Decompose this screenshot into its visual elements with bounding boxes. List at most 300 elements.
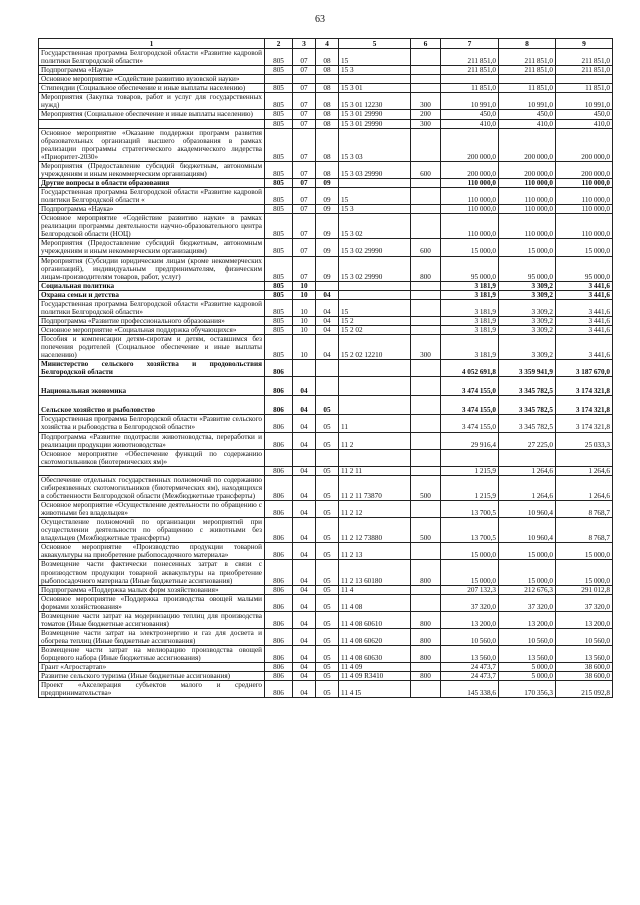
target-article-code: 11 4 09 R3410: [339, 672, 411, 681]
subsection-code: 04: [316, 335, 339, 360]
expense-type-code: [411, 449, 441, 466]
target-article-code: 11 4 08 60630: [339, 646, 411, 663]
subsection-code: 05: [316, 681, 339, 698]
subsection-code: 09: [316, 188, 339, 205]
table-row: [39, 466, 613, 475]
amount-year-3: 450,0: [556, 110, 613, 119]
subsection-code: 05: [316, 585, 339, 594]
table-row: [39, 66, 613, 75]
amount-year-2: 410,0: [499, 119, 556, 128]
target-article-code: 15 3 03 29990: [339, 161, 411, 178]
chapter-code: 805: [265, 128, 293, 161]
amount-year-1: 3 181,9: [441, 316, 499, 325]
section-code: 10: [293, 316, 316, 325]
target-article-code: [339, 178, 411, 187]
section-code: 04: [293, 594, 316, 611]
row-name: Основное мероприятие «Оказание поддержки программ развития образовательных организаций высшего образования в рамках реализации программы стратегического академического лидерства «Приоритет-2030»: [39, 128, 265, 161]
section-code: 04: [293, 377, 316, 396]
amount-year-1: 1 215,9: [441, 475, 499, 500]
amount-year-2: 110 000,0: [499, 188, 556, 205]
section-code: 07: [293, 93, 316, 110]
table-row: [39, 110, 613, 119]
expense-type-code: 300: [411, 335, 441, 360]
amount-year-1: 13 560,0: [441, 646, 499, 663]
table-row: [39, 316, 613, 325]
section-code: 04: [293, 663, 316, 672]
chapter-code: 805: [265, 119, 293, 128]
amount-year-2: 3 309,2: [499, 335, 556, 360]
chapter-code: 806: [265, 415, 293, 432]
table-row: [39, 518, 613, 543]
subsection-code: 05: [316, 560, 339, 585]
subsection-code: [316, 449, 339, 466]
row-name: Основное мероприятие «Обеспечение функций по содержанию скотомогильников (биотермических ям)»: [39, 449, 265, 466]
amount-year-2: 10 991,0: [499, 93, 556, 110]
expense-type-code: 800: [411, 628, 441, 645]
chapter-code: 805: [265, 110, 293, 119]
table-row: [39, 360, 613, 377]
subsection-code: 08: [316, 161, 339, 178]
chapter-code: 806: [265, 501, 293, 518]
table-row: [39, 335, 613, 360]
amount-year-1: 110 000,0: [441, 178, 499, 187]
row-name: [39, 466, 265, 475]
subsection-code: 09: [316, 256, 339, 281]
amount-year-1: 450,0: [441, 110, 499, 119]
subsection-code: 08: [316, 66, 339, 75]
amount-year-2: 27 225,0: [499, 432, 556, 449]
section-code: 07: [293, 214, 316, 239]
amount-year-2: 15 000,0: [499, 543, 556, 560]
table-row: [39, 501, 613, 518]
expense-type-code: [411, 178, 441, 187]
column-header: 3: [293, 39, 316, 49]
section-code: 04: [293, 396, 316, 415]
target-article-code: 15 2 02 12210: [339, 335, 411, 360]
row-name: Мероприятия (Субсидии юридическим лицам (кроме некоммерческих организаций), индивидуальным предпринимателям, физическим лицам-производителям товаров, работ, услуг): [39, 256, 265, 281]
row-name: Охрана семьи и детства: [39, 290, 265, 299]
target-article-code: 15 3: [339, 205, 411, 214]
row-name: Возмещение части фактически понесенных затрат в связи с производством продукции товарной аквакультуры на приобретение рыбопосадочного материала (Иные бюджетные ассигнования): [39, 560, 265, 585]
amount-year-2: 11 851,0: [499, 84, 556, 93]
row-name: Государственная программа Белгородской области «Развитие кадровой политики Белгородской области «: [39, 188, 265, 205]
table-row: [39, 432, 613, 449]
target-article-code: 15 3 02 29990: [339, 239, 411, 256]
column-header: 9: [556, 39, 613, 49]
chapter-code: 806: [265, 594, 293, 611]
table-row: [39, 475, 613, 500]
section-code: 07: [293, 256, 316, 281]
section-code: 04: [293, 681, 316, 698]
row-name: Стипендии (Социальное обеспечение и иные выплаты населению): [39, 84, 265, 93]
amount-year-2: 3 309,2: [499, 316, 556, 325]
row-name: Мероприятия (Предоставление субсидий бюджетным, автономным учреждениям и иным некоммерческим организациям): [39, 161, 265, 178]
amount-year-1: 3 181,9: [441, 299, 499, 316]
target-article-code: 15 3 01 29990: [339, 110, 411, 119]
expense-type-code: [411, 299, 441, 316]
amount-year-1: 15 000,0: [441, 543, 499, 560]
subsection-code: 04: [316, 299, 339, 316]
amount-year-2: 13 200,0: [499, 611, 556, 628]
amount-year-1: 10 560,0: [441, 628, 499, 645]
subsection-code: 09: [316, 239, 339, 256]
target-article-code: [339, 281, 411, 290]
amount-year-2: 3 345 782,5: [499, 415, 556, 432]
row-name: Развитие сельского туризма (Иные бюджетные ассигнования): [39, 672, 265, 681]
section-code: [293, 75, 316, 84]
chapter-code: 806: [265, 518, 293, 543]
subsection-code: 08: [316, 110, 339, 119]
subsection-code: 08: [316, 128, 339, 161]
amount-year-1: 145 338,6: [441, 681, 499, 698]
target-article-code: 11: [339, 415, 411, 432]
amount-year-3: 200 000,0: [556, 161, 613, 178]
amount-year-2: 10 960,4: [499, 501, 556, 518]
amount-year-3: 11 851,0: [556, 84, 613, 93]
target-article-code: 11 4 08: [339, 594, 411, 611]
amount-year-3: 291 012,8: [556, 585, 613, 594]
row-name: Социальная политика: [39, 281, 265, 290]
expense-type-code: 500: [411, 475, 441, 500]
section-code: 07: [293, 49, 316, 66]
row-name: Подпрограмма «Поддержка малых форм хозяйствования»: [39, 585, 265, 594]
section-code: 04: [293, 560, 316, 585]
table-row: [39, 93, 613, 110]
amount-year-2: 1 264,6: [499, 475, 556, 500]
subsection-code: [316, 281, 339, 290]
amount-year-2: 211 851,0: [499, 49, 556, 66]
amount-year-2: 3 309,2: [499, 299, 556, 316]
section-code: 04: [293, 646, 316, 663]
subsection-code: 05: [316, 628, 339, 645]
target-article-code: 11 4 I5: [339, 681, 411, 698]
row-name: Мероприятия (Закупка товаров, работ и услуг для государственных нужд): [39, 93, 265, 110]
amount-year-3: 3 441,6: [556, 316, 613, 325]
chapter-code: 806: [265, 663, 293, 672]
amount-year-1: 200 000,0: [441, 128, 499, 161]
table-row: [39, 119, 613, 128]
section-code: 04: [293, 611, 316, 628]
amount-year-1: 110 000,0: [441, 188, 499, 205]
table-row: [39, 214, 613, 239]
expense-type-code: [411, 84, 441, 93]
target-article-code: 15 3 02 29990: [339, 256, 411, 281]
subsection-code: 08: [316, 93, 339, 110]
chapter-code: 805: [265, 84, 293, 93]
row-name: Сельское хозяйство и рыболовство: [39, 396, 265, 415]
target-article-code: 15 3 01: [339, 84, 411, 93]
section-code: 04: [293, 501, 316, 518]
table-row: [39, 449, 613, 466]
amount-year-3: 3 174 321,8: [556, 415, 613, 432]
table-row: [39, 326, 613, 335]
expense-type-code: [411, 543, 441, 560]
target-article-code: 15 3 03: [339, 128, 411, 161]
column-header: 7: [441, 39, 499, 49]
amount-year-2: 3 309,2: [499, 290, 556, 299]
expense-type-code: [411, 663, 441, 672]
chapter-code: 806: [265, 475, 293, 500]
subsection-code: 08: [316, 84, 339, 93]
amount-year-1: 211 851,0: [441, 49, 499, 66]
subsection-code: [316, 377, 339, 396]
subsection-code: 05: [316, 672, 339, 681]
table-row: [39, 84, 613, 93]
row-name: Основное мероприятие «Поддержка производства овощей малыми формами хозяйствования»: [39, 594, 265, 611]
row-name: Другие вопросы в области образования: [39, 178, 265, 187]
chapter-code: 806: [265, 560, 293, 585]
chapter-code: 806: [265, 360, 293, 377]
section-code: 07: [293, 188, 316, 205]
amount-year-1: 37 320,0: [441, 594, 499, 611]
amount-year-1: 24 473,7: [441, 672, 499, 681]
amount-year-3: 410,0: [556, 119, 613, 128]
expense-type-code: [411, 432, 441, 449]
chapter-code: 806: [265, 628, 293, 645]
expense-type-code: 800: [411, 256, 441, 281]
chapter-code: 805: [265, 66, 293, 75]
subsection-code: 05: [316, 466, 339, 475]
amount-year-2: 37 320,0: [499, 594, 556, 611]
expense-type-code: [411, 377, 441, 396]
amount-year-2: 200 000,0: [499, 128, 556, 161]
section-code: 07: [293, 178, 316, 187]
target-article-code: 11 2 13 60180: [339, 560, 411, 585]
expense-type-code: [411, 214, 441, 239]
column-header: 6: [411, 39, 441, 49]
subsection-code: 05: [316, 396, 339, 415]
amount-year-3: 211 851,0: [556, 66, 613, 75]
target-article-code: 15 3 01 29990: [339, 119, 411, 128]
amount-year-3: [556, 75, 613, 84]
target-article-code: 11 4: [339, 585, 411, 594]
section-code: 04: [293, 543, 316, 560]
table-row: [39, 415, 613, 432]
chapter-code: 806: [265, 672, 293, 681]
amount-year-2: 110 000,0: [499, 205, 556, 214]
section-code: [293, 449, 316, 466]
table-row: [39, 205, 613, 214]
expense-type-code: 800: [411, 611, 441, 628]
table-row: [39, 594, 613, 611]
target-article-code: 11 4 08 60610: [339, 611, 411, 628]
target-article-code: 15 3 01 12230: [339, 93, 411, 110]
amount-year-3: 8 768,7: [556, 501, 613, 518]
expense-type-code: 200: [411, 110, 441, 119]
expense-type-code: [411, 501, 441, 518]
table-row: [39, 299, 613, 316]
table-row: [39, 646, 613, 663]
row-name: Государственная программа Белгородской области «Развитие кадровой политики Белгородской области»: [39, 299, 265, 316]
amount-year-3: 3 441,6: [556, 299, 613, 316]
subsection-code: 09: [316, 214, 339, 239]
chapter-code: 806: [265, 432, 293, 449]
row-name: Осуществление полномочий по организации мероприятий при осуществлении деятельности по обращению с животными без владельцев (Межбюджетные трансферты): [39, 518, 265, 543]
section-code: 04: [293, 415, 316, 432]
expense-type-code: [411, 188, 441, 205]
target-article-code: 11 2 12 73880: [339, 518, 411, 543]
amount-year-2: 110 000,0: [499, 178, 556, 187]
row-name: Основное мероприятие «Содействие развитию науки» в рамках реализации программы деятельности научно-образовательного центра Белгородской области (НОЦ): [39, 214, 265, 239]
amount-year-3: 15 000,0: [556, 239, 613, 256]
chapter-code: 805: [265, 161, 293, 178]
table-row: [39, 396, 613, 415]
chapter-code: 805: [265, 335, 293, 360]
column-header: 1: [39, 39, 265, 49]
amount-year-3: 110 000,0: [556, 188, 613, 205]
expense-type-code: [411, 415, 441, 432]
amount-year-1: 3 181,9: [441, 290, 499, 299]
amount-year-1: [441, 449, 499, 466]
chapter-code: 805: [265, 316, 293, 325]
chapter-code: 806: [265, 377, 293, 396]
amount-year-3: 1 264,6: [556, 475, 613, 500]
amount-year-3: 3 441,6: [556, 326, 613, 335]
amount-year-2: 15 000,0: [499, 560, 556, 585]
row-name: Подпрограмма «Наука»: [39, 66, 265, 75]
amount-year-2: 3 345 782,5: [499, 377, 556, 396]
row-name: Государственная программа Белгородской области «Развитие кадровой политики Белгородской области»: [39, 49, 265, 66]
table-row: [39, 281, 613, 290]
chapter-code: 806: [265, 681, 293, 698]
row-name: Возмещение части затрат на электроэнергию и газ для досвета и обогрева теплиц (Иные бюджетные ассигнования): [39, 628, 265, 645]
target-article-code: [339, 449, 411, 466]
row-name: Возмещение части затрат на модернизацию теплиц для производства томатов (Иные бюджетные ассигнования): [39, 611, 265, 628]
amount-year-3: 15 000,0: [556, 560, 613, 585]
expense-type-code: 800: [411, 560, 441, 585]
row-name: Проект «Акселерация субъектов малого и среднего предпринимательства»: [39, 681, 265, 698]
target-article-code: 11 4 08 60620: [339, 628, 411, 645]
amount-year-1: 1 215,9: [441, 466, 499, 475]
section-code: 04: [293, 628, 316, 645]
amount-year-1: 110 000,0: [441, 205, 499, 214]
amount-year-3: 13 200,0: [556, 611, 613, 628]
section-code: 10: [293, 335, 316, 360]
column-header: 8: [499, 39, 556, 49]
chapter-code: 806: [265, 543, 293, 560]
subsection-code: 04: [316, 326, 339, 335]
page-number: 63: [315, 14, 325, 25]
section-code: 04: [293, 432, 316, 449]
amount-year-3: 15 000,0: [556, 543, 613, 560]
target-article-code: 15 3: [339, 66, 411, 75]
chapter-code: 806: [265, 396, 293, 415]
expense-type-code: 300: [411, 119, 441, 128]
subsection-code: 08: [316, 119, 339, 128]
amount-year-2: 450,0: [499, 110, 556, 119]
amount-year-2: 170 356,3: [499, 681, 556, 698]
subsection-code: [316, 75, 339, 84]
amount-year-1: 13 700,5: [441, 501, 499, 518]
section-code: 10: [293, 290, 316, 299]
amount-year-2: 3 345 782,5: [499, 396, 556, 415]
expense-type-code: [411, 205, 441, 214]
amount-year-3: 38 600,0: [556, 663, 613, 672]
row-name: Мероприятия (Социальное обеспечение и иные выплаты населению): [39, 110, 265, 119]
table-row: [39, 290, 613, 299]
row-name: Возмещение части затрат на мелиорацию производства овощей борщевого набора (Иные бюджетные ассигнования): [39, 646, 265, 663]
row-name: Подпрограмма «Развитие подотрасли животноводства, переработки и реализации продукции животноводства»: [39, 432, 265, 449]
chapter-code: 805: [265, 205, 293, 214]
section-code: 10: [293, 299, 316, 316]
amount-year-1: 3 181,9: [441, 326, 499, 335]
target-article-code: 15: [339, 49, 411, 66]
amount-year-1: 24 473,7: [441, 663, 499, 672]
target-article-code: 11 2: [339, 432, 411, 449]
amount-year-2: 13 560,0: [499, 646, 556, 663]
amount-year-2: 15 000,0: [499, 239, 556, 256]
table-row: [39, 560, 613, 585]
amount-year-2: 200 000,0: [499, 161, 556, 178]
target-article-code: [339, 360, 411, 377]
amount-year-2: 95 000,0: [499, 256, 556, 281]
budget-table: [38, 38, 613, 698]
amount-year-3: 38 600,0: [556, 672, 613, 681]
chapter-code: [265, 75, 293, 84]
expense-type-code: [411, 66, 441, 75]
subsection-code: 05: [316, 415, 339, 432]
chapter-code: 805: [265, 214, 293, 239]
row-name: Основное мероприятие «Осуществление деятельности по обращению с животными без владельцев»: [39, 501, 265, 518]
target-article-code: 11 2 11: [339, 466, 411, 475]
table-row: [39, 75, 613, 84]
chapter-code: 806: [265, 466, 293, 475]
section-code: 07: [293, 66, 316, 75]
expense-type-code: [411, 466, 441, 475]
amount-year-3: 110 000,0: [556, 214, 613, 239]
target-article-code: 15 2: [339, 316, 411, 325]
target-article-code: 15: [339, 188, 411, 205]
expense-type-code: [411, 360, 441, 377]
section-code: 10: [293, 326, 316, 335]
amount-year-2: 3 309,2: [499, 326, 556, 335]
chapter-code: 805: [265, 188, 293, 205]
expense-type-code: [411, 326, 441, 335]
chapter-code: 806: [265, 611, 293, 628]
subsection-code: 04: [316, 316, 339, 325]
amount-year-3: 211 851,0: [556, 49, 613, 66]
row-name: Обеспечение отдельных государственных полномочий по содержанию сибиреязвенных скотомогильников (биотермических ям), находящихся в собственности Белгородской области (Межбюджетные трансферты): [39, 475, 265, 500]
expense-type-code: [411, 290, 441, 299]
expense-type-code: 300: [411, 93, 441, 110]
expense-type-code: [411, 128, 441, 161]
chapter-code: 805: [265, 326, 293, 335]
section-code: 07: [293, 128, 316, 161]
row-name: Мероприятия (Предоставление субсидий бюджетным, автономным учреждениям и иным некоммерческим организациям): [39, 239, 265, 256]
row-name: Пособия и компенсации детям-сиротам и детям, оставшимся без попечения родителей (Социальное обеспечение и иные выплаты населению): [39, 335, 265, 360]
header-row: [39, 39, 613, 49]
amount-year-3: 10 991,0: [556, 93, 613, 110]
row-name: Основное мероприятие «Содействие развитию вузовской науки»: [39, 75, 265, 84]
amount-year-3: 3 441,6: [556, 290, 613, 299]
amount-year-1: 13 700,5: [441, 518, 499, 543]
target-article-code: 15: [339, 299, 411, 316]
section-code: 07: [293, 84, 316, 93]
row-name: Национальная экономика: [39, 377, 265, 396]
amount-year-1: 3 181,9: [441, 335, 499, 360]
target-article-code: 15 3 02: [339, 214, 411, 239]
amount-year-1: 3 474 155,0: [441, 377, 499, 396]
amount-year-3: 3 174 321,8: [556, 396, 613, 415]
amount-year-1: 95 000,0: [441, 256, 499, 281]
table-row: [39, 188, 613, 205]
table-row: [39, 239, 613, 256]
expense-type-code: 500: [411, 518, 441, 543]
amount-year-1: 13 200,0: [441, 611, 499, 628]
section-code: 10: [293, 281, 316, 290]
amount-year-1: 4 052 691,8: [441, 360, 499, 377]
amount-year-1: 3 181,9: [441, 281, 499, 290]
